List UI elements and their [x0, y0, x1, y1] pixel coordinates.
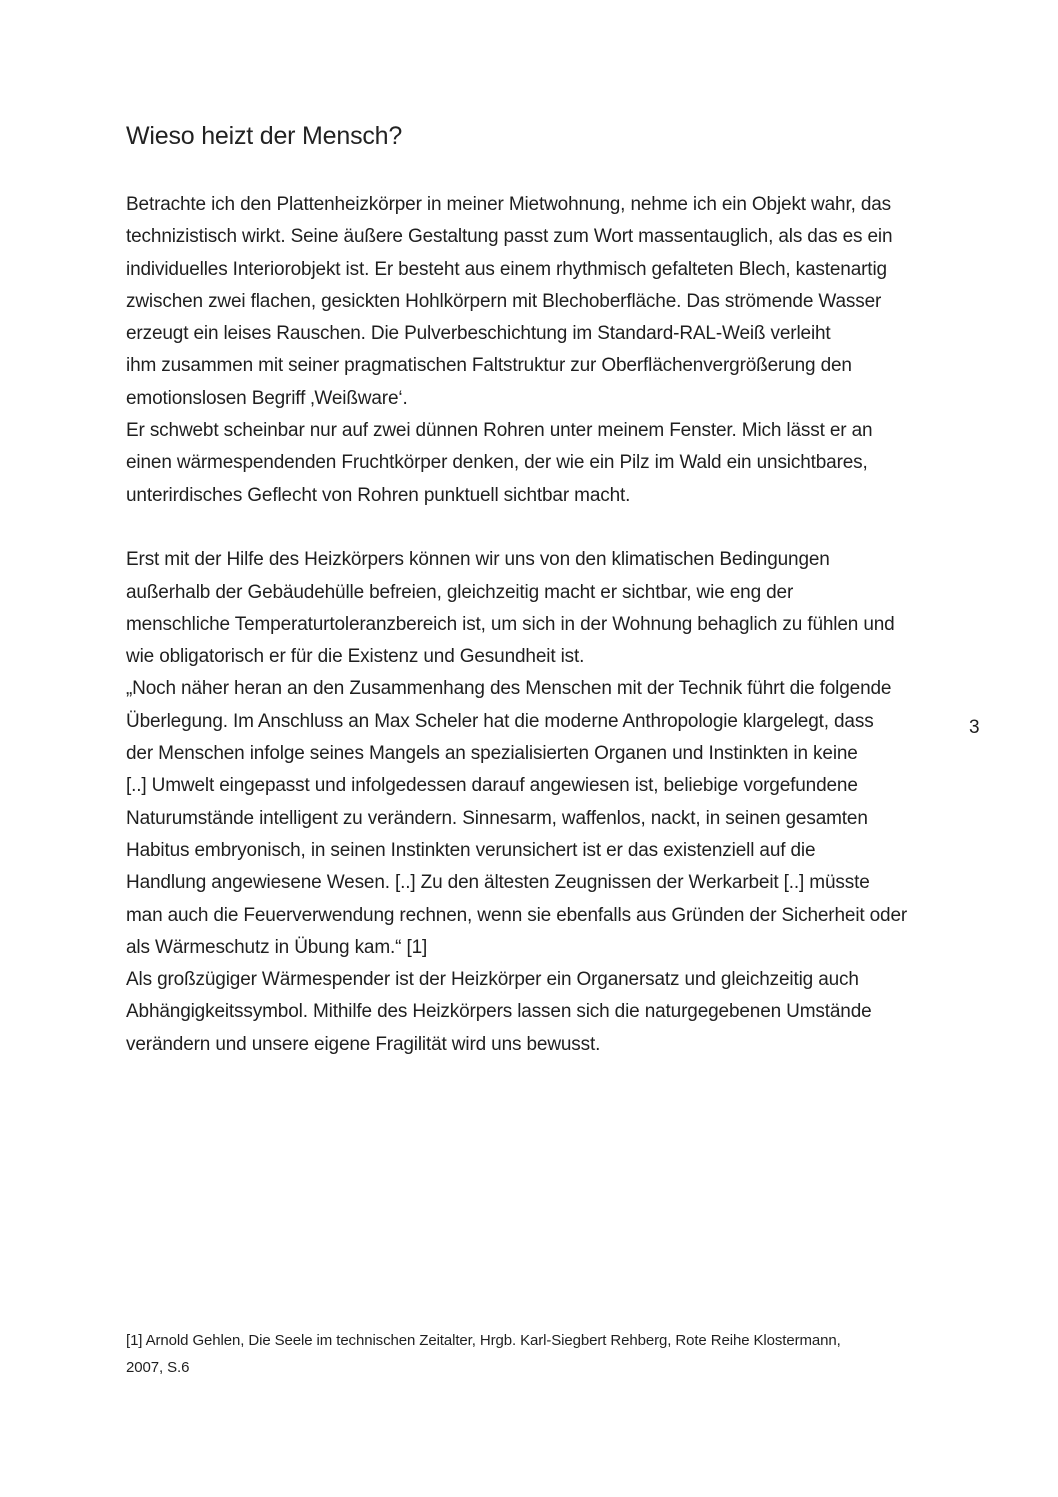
- text-line: Abhängigkeitssymbol. Mithilfe des Heizkörpers lassen sich die naturgegebenen Umstände: [126, 1001, 872, 1023]
- paragraph-spacer: [126, 512, 1006, 544]
- text-line: technizistisch wirkt. Seine äußere Gestaltung passt zum Wort massentauglich, als das es ein: [126, 226, 893, 248]
- text-line: unterirdisches Geflecht von Rohren punktuell sichtbar macht.: [126, 484, 631, 506]
- text-line: außerhalb der Gebäudehülle befreien, gleichzeitig macht er sichtbar, wie eng der: [126, 581, 794, 603]
- text-line: man auch die Feuerverwendung rechnen, wenn sie ebenfalls aus Gründen der Sicherheit oder: [126, 904, 908, 926]
- text-line: wie obligatorisch er für die Existenz und Gesundheit ist.: [126, 646, 585, 668]
- text-line: [..] Umwelt eingepasst und infolgedessen darauf angewiesen ist, beliebige vorgefundene: [126, 775, 858, 797]
- text-line: Als großzügiger Wärmespender ist der Heizkörper ein Organersatz und gleichzeitig auch: [126, 969, 859, 991]
- page-title: Wieso heizt der Mensch?: [126, 122, 403, 150]
- text-line: „Noch näher heran an den Zusammenhang des Menschen mit der Technik führt die folgende: [126, 678, 892, 700]
- text-line: einen wärmespendenden Fruchtkörper denken, der wie ein Pilz im Wald ein unsichtbares,: [126, 452, 868, 474]
- text-line: der Menschen infolge seines Mangels an spezialisierten Organen und Instinkten in keine: [126, 743, 858, 765]
- body-text: [126, 189, 1006, 1061]
- text-line: Betrachte ich den Plattenheizkörper in meiner Mietwohnung, nehme ich ein Objekt wahr, das: [126, 194, 892, 215]
- text-line: ihm zusammen mit seiner pragmatischen Faltstruktur zur Oberflächenvergrößerung den: [126, 355, 852, 377]
- text-line: Er schwebt scheinbar nur auf zwei dünnen Rohren unter meinem Fenster. Mich lässt er an: [126, 420, 873, 442]
- text-line: Habitus embryonisch, in seinen Instinkten verunsichert ist er das existenziell auf die: [126, 839, 816, 861]
- text-line: individuelles Interiorobjekt ist. Er besteht aus einem rhythmisch gefalteten Blech, kastenartig: [126, 258, 887, 280]
- text-line: zwischen zwei flachen, gesickten Hohlkörpern mit Blechoberfläche. Das strömende Wasser: [126, 290, 882, 312]
- footnote: [126, 1327, 1006, 1381]
- text-line: [1] Arnold Gehlen, Die Seele im technischen Zeitalter, Hrgb. Karl-Siegbert Rehberg, Rote Reihe Klostermann,: [126, 1332, 841, 1349]
- text-line: erzeugt ein leises Rauschen. Die Pulverbeschichtung im Standard-RAL-Weiß verleiht: [126, 323, 831, 345]
- paragraph-block-2: [126, 544, 1006, 1061]
- paragraph-block-1: [126, 189, 1006, 512]
- text-line: emotionslosen Begriff ‚Weißware‘.: [126, 387, 408, 409]
- text-line: Überlegung. Im Anschluss an Max Scheler hat die moderne Anthropologie klargelegt, dass: [126, 710, 874, 732]
- text-line: menschliche Temperaturtoleranzbereich ist, um sich in der Wohnung behaglich zu fühlen und: [126, 613, 895, 635]
- text-line: Naturumstände intelligent zu verändern. Sinnesarm, waffenlos, nackt, in seinen gesamten: [126, 807, 868, 829]
- text-line: als Wärmeschutz in Übung kam.“ [1]: [126, 936, 428, 958]
- text-line: 2007, S.6: [126, 1359, 190, 1376]
- text-line: Handlung angewiesene Wesen. [..] Zu den ältesten Zeugnissen der Werkarbeit [..] müsste: [126, 872, 870, 894]
- text-line: Erst mit der Hilfe des Heizkörpers können wir uns von den klimatischen Bedingungen: [126, 549, 830, 571]
- text-line: verändern und unsere eigene Fragilität wird uns bewusst.: [126, 1033, 601, 1055]
- page-number: 3: [969, 717, 980, 738]
